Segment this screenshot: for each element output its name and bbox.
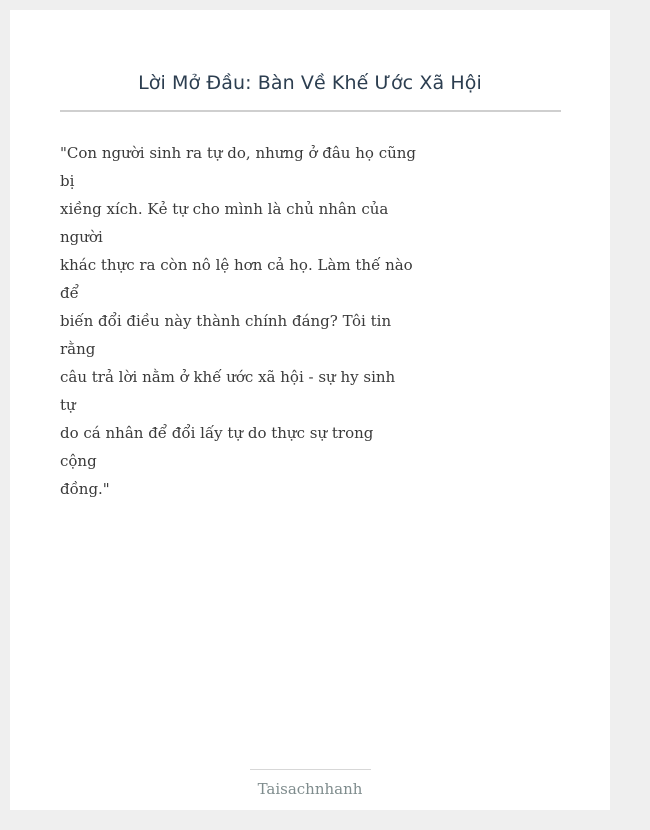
title-divider	[60, 110, 561, 112]
body-line: tự	[60, 396, 76, 414]
body-line: đồng."	[60, 480, 110, 498]
body-line: người	[60, 228, 103, 246]
body-line: để	[60, 284, 79, 302]
body-line: khác thực ra còn nô lệ hơn cả họ. Làm thế nào	[60, 256, 413, 274]
body-line: cộng	[60, 452, 97, 470]
body-line: câu trả lời nằm ở khế ước xã hội - sự hy sinh	[60, 368, 396, 386]
body-line: rằng	[60, 340, 96, 358]
body-line: xiềng xích. Kẻ tự cho mình là chủ nhân của	[60, 200, 389, 218]
footer-site-name: Taisachnhanh	[257, 780, 363, 798]
body-line: biến đổi điều này thành chính đáng? Tôi tin	[60, 312, 392, 330]
footer-divider	[250, 769, 371, 770]
page-title: Lời Mở Đầu: Bàn Về Khế Ước Xã Hội	[138, 72, 482, 94]
document-page	[10, 10, 610, 810]
body-line: bị	[60, 172, 75, 190]
body-line: "Con người sinh ra tự do, nhưng ở đâu họ cũng	[60, 144, 417, 162]
quote-paragraph	[60, 139, 417, 503]
body-line: do cá nhân để đổi lấy tự do thực sự trong	[60, 424, 374, 442]
